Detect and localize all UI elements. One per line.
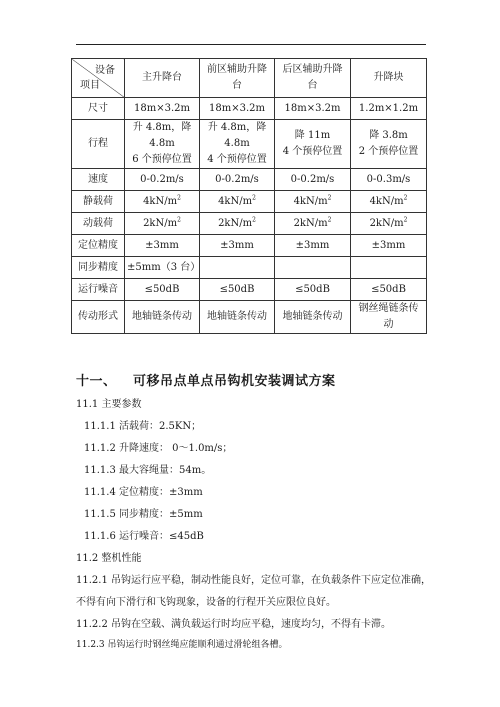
table-cell <box>275 279 351 301</box>
paragraph-11-1-3: 11.1.3 最大容绳量：54m。 <box>84 465 212 476</box>
table-cell <box>351 98 427 120</box>
column-header <box>275 59 351 98</box>
cell-text <box>353 282 424 298</box>
paragraph-continuation: 不得有向下滑行和飞钩现象，设备的行程开关应限位良好。 <box>76 597 336 608</box>
cell-text <box>127 260 201 276</box>
paragraph-11-1-4: 11.1.4 定位精度：±3mm <box>84 487 203 498</box>
cell-value: 4 个预停位置 <box>207 154 267 165</box>
table-cell <box>275 257 351 279</box>
cell-text <box>202 194 272 210</box>
section-heading <box>76 370 336 389</box>
table-cell <box>200 279 275 301</box>
table-cell <box>200 191 275 213</box>
corner-label-equipment: 设备 <box>95 65 115 76</box>
cell-value: 4kN/m <box>293 195 328 207</box>
table-cell <box>275 191 351 213</box>
cell-text <box>277 101 348 117</box>
column-header-text: 后区辅助升降 <box>282 64 343 75</box>
cell-value: 地轴链条传动 <box>132 311 192 322</box>
cell-value: ≤50dB <box>144 283 180 295</box>
cell-value: 地轴链条传动 <box>207 311 267 322</box>
row-label: 行程 <box>72 120 125 169</box>
cell-text <box>202 152 272 168</box>
unit-exponent: 2 <box>403 194 408 202</box>
paragraph-11-1-6: 11.1.6 运行噪音：≤45dB <box>84 531 204 542</box>
cell-value: 降 3.8m <box>369 130 408 141</box>
cell-text <box>353 216 424 232</box>
cell-value: 钢丝绳链条传 <box>358 303 419 314</box>
column-header-text: 前区辅助升降 <box>207 64 267 75</box>
cell-value: 0-0.2m/s <box>140 173 184 185</box>
cell-text <box>127 120 197 136</box>
cell-value: 地轴链条传动 <box>282 311 343 322</box>
table-cell <box>275 98 351 120</box>
cell-text <box>277 172 348 188</box>
cell-value: ≤50dB <box>219 283 255 295</box>
table-cell <box>200 235 275 257</box>
table-row <box>72 169 427 191</box>
cell-text <box>277 238 348 254</box>
cell-text <box>277 282 348 298</box>
unit-exponent: 2 <box>177 194 181 202</box>
table-cell <box>125 301 200 334</box>
unit-exponent: 2 <box>252 216 256 224</box>
cell-value: ±3mm <box>220 239 254 251</box>
cell-value: 18m×3.2m <box>134 102 190 114</box>
column-header-text: 主升降台 <box>142 72 182 83</box>
cell-value: 4.8m <box>149 138 175 149</box>
cell-value: 2 个预停位置 <box>358 146 419 157</box>
paragraph-11-1: 11.1 主要参数 <box>76 399 142 410</box>
cell-text <box>127 309 197 325</box>
cell-value: 降 11m <box>294 130 331 141</box>
table-row <box>72 213 427 235</box>
table-corner-cell <box>72 59 125 98</box>
table-cell <box>200 98 275 120</box>
cell-text <box>277 144 348 160</box>
section-title: 可移吊点单点吊钩机安装调试方案 <box>133 374 336 389</box>
cell-text <box>277 128 348 144</box>
unit-exponent: 2 <box>252 194 256 202</box>
column-header <box>125 59 200 98</box>
unit-exponent: 2 <box>403 216 408 224</box>
cell-value: 4kN/m <box>218 195 253 207</box>
row-label: 静载荷 <box>72 191 125 213</box>
unit-exponent: 2 <box>327 216 332 224</box>
cell-text <box>277 194 348 210</box>
table-cell <box>351 257 427 279</box>
table-cell <box>351 213 427 235</box>
column-header-text: 台 <box>232 80 242 91</box>
cell-value: 升 4.8m，降 <box>132 122 192 133</box>
cell-value: ±3mm <box>145 239 179 251</box>
table-cell <box>351 120 427 169</box>
cell-value: 6 个预停位置 <box>132 154 192 165</box>
table-row <box>72 301 427 334</box>
cell-text <box>127 282 197 298</box>
cell-value: 18m×3.2m <box>284 102 341 114</box>
cell-text <box>353 144 424 160</box>
cell-text <box>127 216 197 232</box>
table-cell <box>125 191 200 213</box>
cell-value: ±3mm <box>371 239 406 251</box>
paragraph-11-2: 11.2 整机性能 <box>76 553 142 564</box>
cell-text <box>127 172 197 188</box>
cell-value: 0-0.2m/s <box>215 173 259 185</box>
cell-text <box>202 309 272 325</box>
column-header <box>351 59 427 98</box>
table-cell <box>275 301 351 334</box>
cell-text <box>277 216 348 232</box>
cell-text <box>127 194 197 210</box>
table-cell <box>351 301 427 334</box>
cell-text <box>353 238 424 254</box>
cell-text <box>353 301 424 317</box>
table-row <box>72 98 427 120</box>
paragraph-11-2-1: 11.2.1 吊钩运行应平稳，制动性能良好，定位可靠，在负载条件下应定位准确， <box>76 575 431 586</box>
paragraph-11-1-2: 11.1.2 升降速度： 0～1.0m/s； <box>84 443 233 454</box>
cell-text <box>353 317 424 333</box>
table-cell <box>125 169 200 191</box>
row-label: 尺寸 <box>72 98 125 120</box>
unit-exponent: 2 <box>177 216 181 224</box>
cell-text <box>127 152 197 168</box>
cell-value: 2kN/m <box>369 217 404 229</box>
section-number: 十一、 <box>76 374 117 389</box>
cell-value: 4kN/m <box>369 195 404 207</box>
table-cell <box>125 257 200 279</box>
cell-value: ±5mm（3 台） <box>127 261 201 273</box>
table-cell <box>351 191 427 213</box>
cell-text <box>353 128 424 144</box>
cell-value: 0-0.2m/s <box>290 173 335 185</box>
header-rule <box>76 44 426 45</box>
table-cell <box>275 235 351 257</box>
cell-text <box>202 238 272 254</box>
cell-value: 升 4.8m，降 <box>207 122 267 133</box>
column-header-text: 台 <box>307 80 318 91</box>
table-cell <box>275 213 351 235</box>
row-label: 动载荷 <box>72 213 125 235</box>
table-cell <box>275 169 351 191</box>
table-cell <box>125 120 200 169</box>
cell-value: ≤50dB <box>295 283 330 295</box>
cell-value: 1.2m×1.2m <box>358 102 419 114</box>
cell-value: 动 <box>383 319 394 330</box>
cell-value: 18m×3.2m <box>209 102 265 114</box>
cell-text <box>202 136 272 152</box>
paragraph-11-2-3: 11.2.3 吊钩运行时钢丝绳应能顺利通过滑轮组各槽。 <box>76 640 288 650</box>
cell-value: 2kN/m <box>143 217 178 229</box>
cell-text <box>353 194 424 210</box>
table-row <box>72 257 427 279</box>
row-label: 同步精度 <box>72 257 125 279</box>
cell-text <box>202 101 272 117</box>
cell-value: ≤50dB <box>371 283 406 295</box>
cell-text <box>127 101 197 117</box>
cell-value: 4 个预停位置 <box>282 146 343 157</box>
corner-label-item: 项目 <box>80 80 100 91</box>
table-header-row <box>72 59 427 98</box>
unit-exponent: 2 <box>327 194 332 202</box>
table-cell <box>125 98 200 120</box>
table-row <box>72 191 427 213</box>
table-cell <box>351 235 427 257</box>
equipment-spec-table <box>71 58 427 334</box>
cell-text <box>127 136 197 152</box>
cell-value: 2kN/m <box>218 217 253 229</box>
paragraph-11-1-1: 11.1.1 活载荷：2.5KN； <box>84 421 202 432</box>
row-label: 运行噪音 <box>72 279 125 301</box>
cell-text <box>127 238 197 254</box>
cell-text <box>202 172 272 188</box>
cell-value: 4.8m <box>224 138 250 149</box>
row-label: 定位精度 <box>72 235 125 257</box>
cell-value: ±3mm <box>295 239 330 251</box>
row-label: 传动形式 <box>72 301 125 334</box>
table-cell <box>351 279 427 301</box>
table-cell <box>351 169 427 191</box>
table-row <box>72 279 427 301</box>
table-row <box>72 120 427 169</box>
cell-text <box>202 120 272 136</box>
cell-text <box>353 172 424 188</box>
cell-value: 4kN/m <box>143 195 178 207</box>
table-cell <box>125 235 200 257</box>
table-cell <box>125 213 200 235</box>
column-header <box>200 59 275 98</box>
cell-text <box>202 282 272 298</box>
table-cell <box>200 213 275 235</box>
table-cell <box>125 279 200 301</box>
row-label: 速度 <box>72 169 125 191</box>
cell-text <box>353 101 424 117</box>
table-cell <box>275 120 351 169</box>
paragraph-11-1-5: 11.1.5 同步精度：±5mm <box>84 509 203 520</box>
table-cell <box>200 120 275 169</box>
table-cell <box>200 169 275 191</box>
table-cell <box>200 301 275 334</box>
table-row <box>72 235 427 257</box>
cell-text <box>277 309 348 325</box>
cell-text <box>202 216 272 232</box>
table-cell <box>200 257 275 279</box>
paragraph-11-2-2: 11.2.2 吊钩在空载、满负载运行时均应平稳，速度均匀，不得有卡滞。 <box>76 619 391 630</box>
cell-value: 0-0.3m/s <box>366 173 411 185</box>
column-header-text: 升降块 <box>373 72 404 83</box>
cell-value: 2kN/m <box>293 217 328 229</box>
